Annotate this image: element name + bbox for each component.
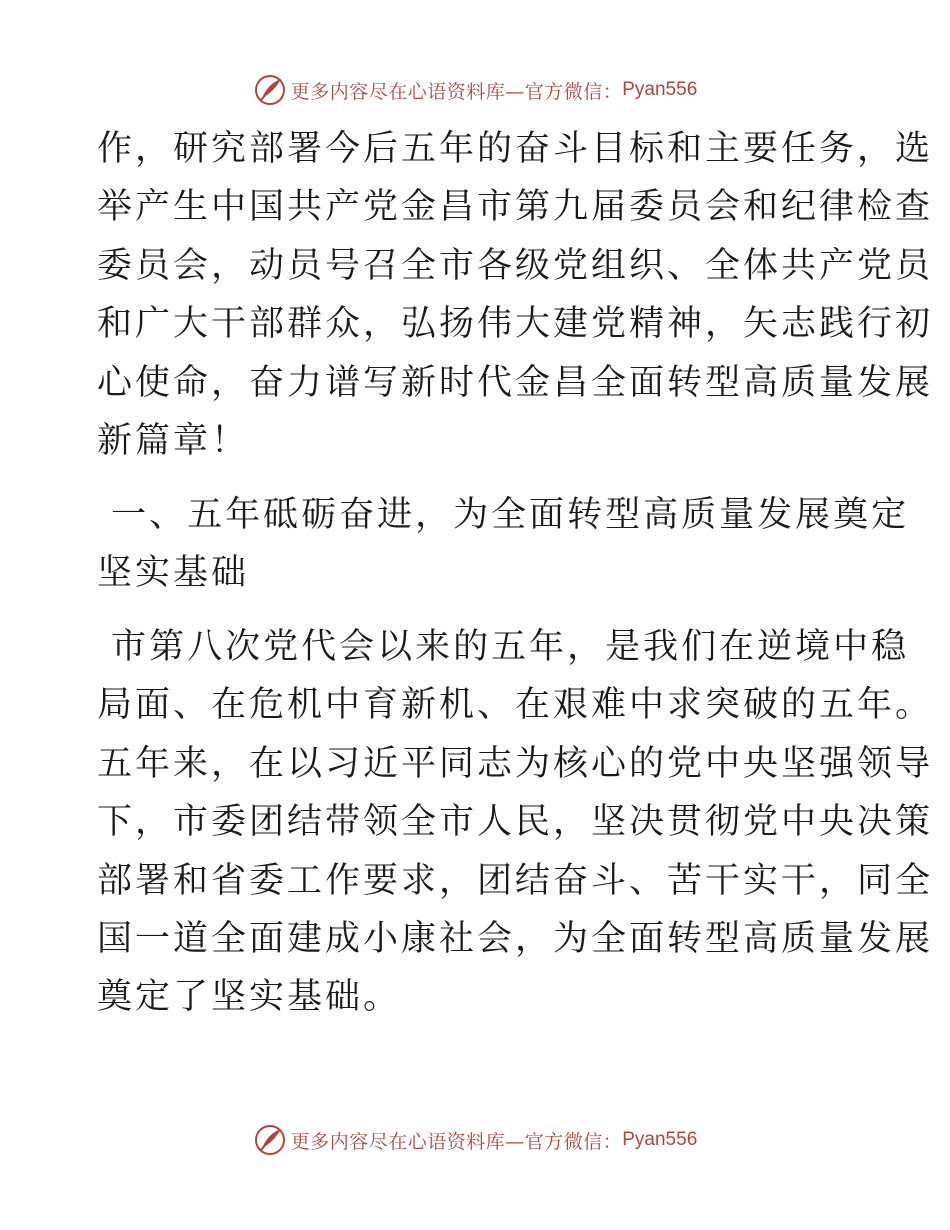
paragraph-line: 作，研究部署今后五年的奋斗目标和主要任务，选: [97, 129, 934, 169]
heading-line: 一、五年砥砺奋进，为全面转型高质量发展奠定: [97, 495, 910, 535]
header-banner-text: 更多内容尽在心语资料库—官方微信：: [290, 80, 623, 103]
paragraph-1: [97, 120, 934, 470]
paragraph-line: 奠定了坚实基础。: [97, 977, 402, 1018]
paragraph-line: 市第八次党代会以来的五年，是我们在逆境中稳: [97, 627, 910, 667]
header-wechat-id: Pyan556: [622, 79, 698, 100]
header-banner: [0, 72, 950, 108]
feather-pen-logo-icon: [253, 1123, 287, 1157]
footer-banner: [0, 1122, 950, 1158]
footer-banner-text: 更多内容尽在心语资料库—官方微信：: [290, 1130, 623, 1153]
paragraph-line: 局面、在危机中育新机、在艰难中求突破的五年。: [97, 685, 934, 726]
paragraph-line: 下，市委团结带领全市人民，坚决贯彻党中央决策: [97, 802, 934, 843]
paragraph-line: 和广大干部群众，弘扬伟大建党精神，矢志践行初: [97, 304, 934, 345]
feather-pen-logo-icon: [253, 73, 287, 107]
paragraph-line: 新篇章！: [97, 420, 250, 461]
paragraph-line: 心使命，奋力谱写新时代金昌全面转型高质量发展: [97, 362, 934, 403]
paragraph-line: 举产生中国共产党金昌市第九届委员会和纪律检查: [97, 187, 934, 228]
paragraph-line: 部署和省委工作要求，团结奋斗、苦干实干，同全: [97, 860, 934, 901]
paragraph-line: 国一道全面建成小康社会，为全面转型高质量发展: [97, 918, 934, 959]
paragraph-line: 委员会，动员号召全市各级党组织、全体共产党员: [97, 245, 934, 286]
section-heading: [97, 486, 910, 603]
footer-wechat-id: Pyan556: [622, 1129, 698, 1150]
paragraph-line: 五年来，在以习近平同志为核心的党中央坚强领导: [97, 743, 934, 784]
heading-line: 坚实基础: [97, 553, 250, 594]
paragraph-2: [97, 618, 934, 1027]
